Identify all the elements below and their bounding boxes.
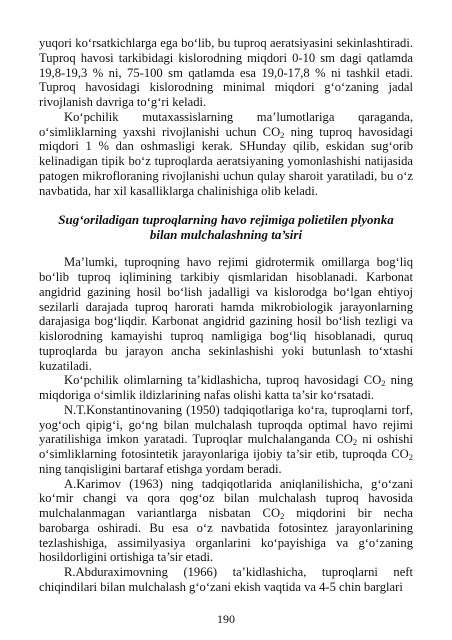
paragraph-text: ning tanqisligini bartaraf etishga yordam beradi. <box>39 461 282 476</box>
paragraph-co2-limit <box>39 110 413 199</box>
paragraph-abduraximov: R.Abduraximovning (1966) ta’kidlashicha, tuproqlarni neft chiqindilari bilan mulchalash g‘o‘zani ekish vaqtida va 4-5 chin barglari <box>39 565 413 594</box>
paragraph-text: A.Karimov (1963) ning tadqiqotlarida aniqlanilishicha, g‘o‘zani ko‘mir changi va qora qog‘oz bilan mulchalash tuproq havosida mulchalanmagan variantlarga nisbatan CO <box>39 476 413 520</box>
paragraph-text: Ko‘pchilik mutaxassislarning ma’lumotlariga qaraganda, o‘simliklarning yaxshi rivojlanishi uchun CO <box>39 109 413 139</box>
paragraph-root-respiration <box>39 373 413 403</box>
paragraph-text: ning tuproq havosidagi miqdori 1 % dan oshmasligi kerak. SHunday qilib, eskidan sug‘orib kelinadigan tipik bo‘z tuproqlarda aeratsiyaning yomonlashishi natijasida patogen mikrofloraning rivojlanishi uchun qulay sharoit yaratiladi, bu o‘z navbatida, har xil kasalliklarga chalinishiga olib keladi. <box>39 124 413 198</box>
subscript: 2 <box>280 511 285 521</box>
paragraph-text: ning miqdoriga o‘simlik ildizlarining nafas olishi katta ta’sir ko‘rsatadi. <box>39 373 413 402</box>
paragraph-text: miqdorini bir necha barobarga oshiradi. Bu esa o‘z navbatida fotosintez jarayonlarining tezlashishiga, assimilyasiya organlarini ko‘payishiga va g‘o‘zaning hosildorligini ortishiga ta’sir etadi. <box>39 506 413 565</box>
page-number: 190 <box>217 612 235 626</box>
paragraph-air-regime: Ma’lumki, tuproqning havo rejimi gidrotermik omillarga bog‘liq bo‘lib tuproq iqlimining tarkibiy qismlaridan hisoblanadi. Karbonat angidrid gazining hosil bo‘lish jadalligi va kislorodga bo‘lgan ehtiyoj sezilarli darajada tuproq harorati hamda mikrobiologik jarayonlarning darajasiga bog‘liqdir. Karbonat angidrid gazining hosil bo‘lish tezligi va kislorodning kamayishi tuproq namligiga bog‘liq hisoblanadi, quruq tuproqlarda bu jarayon ancha sekinlashishi yoki butunlash to‘xtashi kuzatiladi. <box>39 255 413 373</box>
paragraph-text: N.T.Konstantinovaning (1950) tadqiqotlariga ko‘ra, tuproqlarni torf, yog‘och qipig‘i, go‘ng bilan mulchalash tuproqda optimal havo rejimi yaratilishiga imkon yaratadi. Tuproqlar mulchalanganda CO <box>39 402 413 447</box>
paragraph-konstantinova <box>39 403 413 477</box>
paragraph-karimov <box>39 477 413 566</box>
paragraph-text: ni oshishi o‘simliklarning fotosintetik jarayonlariga ijobiy ta’sir etib, tuproqda CO <box>39 432 413 461</box>
subscript: 2 <box>352 437 358 448</box>
subscript: 2 <box>381 378 386 389</box>
paragraph-text: Ko‘pchilik olimlarning ta’kidlashicha, tuproq havosidagi CO <box>64 373 382 388</box>
subscript: 2 <box>280 129 285 140</box>
paragraph-continued: yuqori ko‘rsatkichlarga ega bo‘lib, bu tuproq aeratsiyasini sekinlashtiradi. Tuproq havosi tarkibidagi kislorodning miqdori 0-10 sm dagi qatlamda 19,8-19,3 % ni, 75-100 sm qatlamda esa 19,0-17,8 % ni tashkil etadi. Tuproq havosidagi kislorodning minimal miqdori g‘o‘zaning jadal rivojlanish davriga to‘g‘ri keladi. <box>39 36 413 109</box>
subscript: 2 <box>408 452 413 462</box>
section-heading: Sug‘oriladigan tuproqlarning havo rejimiga polietilen plyonka bilan mulchalashning ta’siri <box>58 212 394 243</box>
